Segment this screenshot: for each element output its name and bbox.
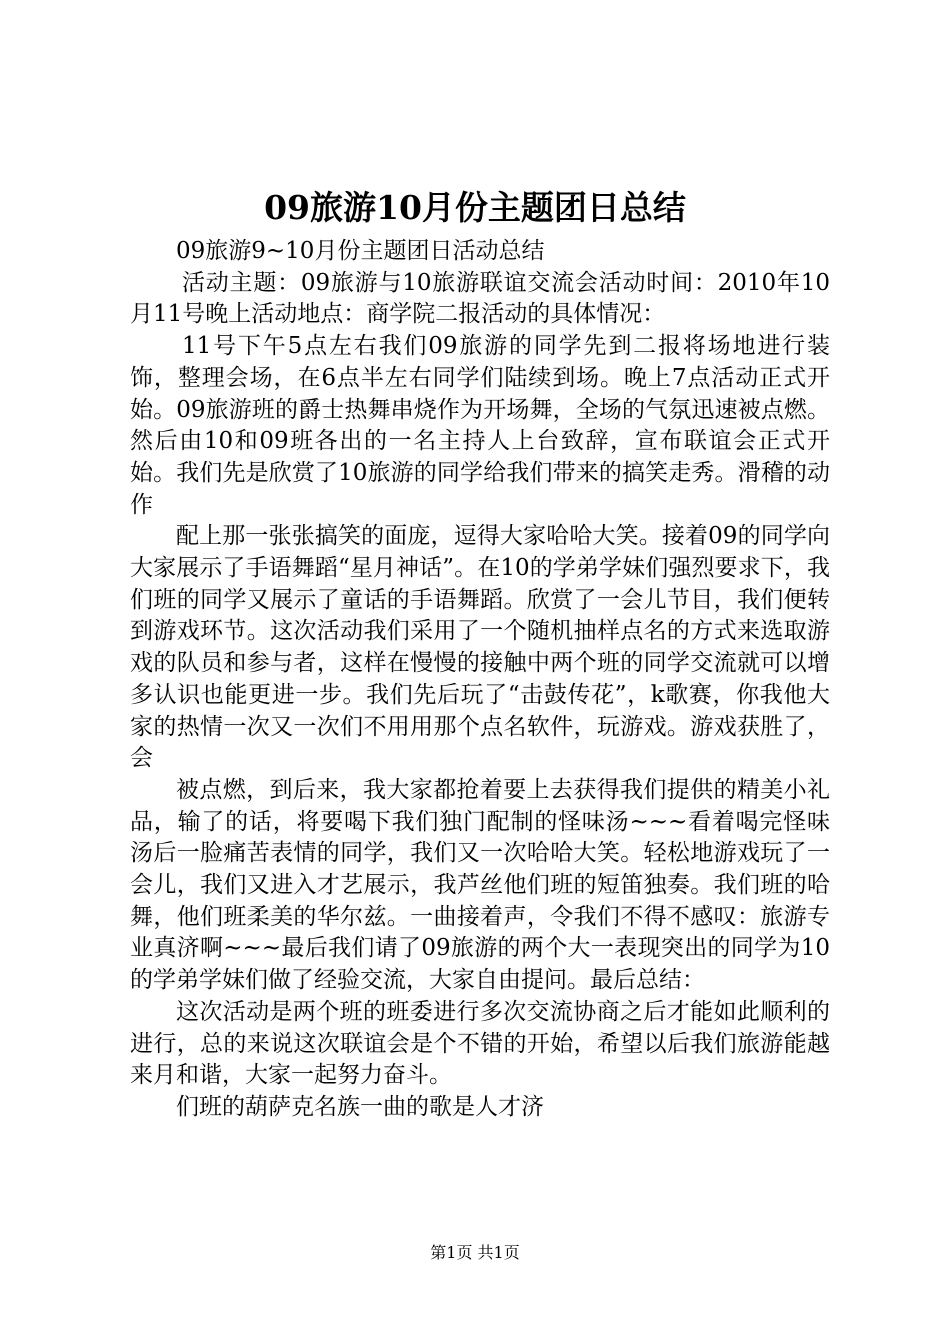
paragraph-subtitle: 09旅游9~10月份主题团日活动总结 xyxy=(176,238,545,264)
document-body xyxy=(130,236,830,1124)
paragraph-fragment: 们班的葫萨克名族一曲的歌是人才济 xyxy=(176,1093,544,1120)
page-footer: 第1页 共1页 xyxy=(430,1243,520,1262)
paragraph-games: 被点燃，到后来，我大家都抢着要上去获得我们提供的精美小礼品，输了的话，将要喝下我们独门配制的怪味汤~~~看着喝完怪味汤后一脸痛苦表情的同学，我们又一次哈哈大笑。轻松地游戏玩了一会儿，我们又进入才艺展示，我芦丝他们班的短笛独奏。我们班的哈舞，他们班柔美的华尔兹。一曲接着声，令我们不得不感叹：旅游专业真济啊~~~最后我们请了09旅游的两个大一表现突出的同学为10的学弟学妹们做了经验交流，大家自由提问。最后总结： xyxy=(130,776,830,994)
paragraph-activity-info: 活动主题：09旅游与10旅游联谊交流会活动时间：2010年10月11号晚上活动地点：商学院二报活动的具体情况： xyxy=(130,269,830,328)
document-title: 09旅游10月份主题团日总结 xyxy=(264,188,686,227)
paragraph-preparation: 11号下午5点左右我们09旅游的同学先到二报将场地进行装饰，整理会场，在6点半左右同学们陆续到场。晚上7点活动正式开始。09旅游班的爵士热舞串烧作为开场舞，全场的气氛迅速被点燃。然后由10和09班各出的一名主持人上台致辞，宣布联谊会正式开始。我们先是欣赏了10旅游的同学给我们带来的搞笑走秀。滑稽的动作 xyxy=(130,333,830,518)
paragraph-summary: 这次活动是两个班的班委进行多次交流协商之后才能如此顺利的进行，总的来说这次联谊会是个不错的开始，希望以后我们旅游能越来月和谐，大家一起努力奋斗。 xyxy=(130,998,830,1089)
paragraph-performances: 配上那一张张搞笑的面庞，逗得大家哈哈大笑。接着09的同学向大家展示了手语舞蹈“星月神话”。在10的学弟学妹们强烈要求下，我们班的同学又展示了童话的手语舞蹈。欣赏了一会儿节目，我们便转到游戏环节。这次活动我们采用了一个随机抽样点名的方式来选取游戏的队员和参与者，这样在慢慢的接触中两个班的同学交流就可以增多认识也能更进一步。我们先后玩了“击鼓传花”，k歌赛，你我他大家的热情一次又一次们不用用那个点名软件，玩游戏。游戏获胜了，会 xyxy=(130,523,830,772)
